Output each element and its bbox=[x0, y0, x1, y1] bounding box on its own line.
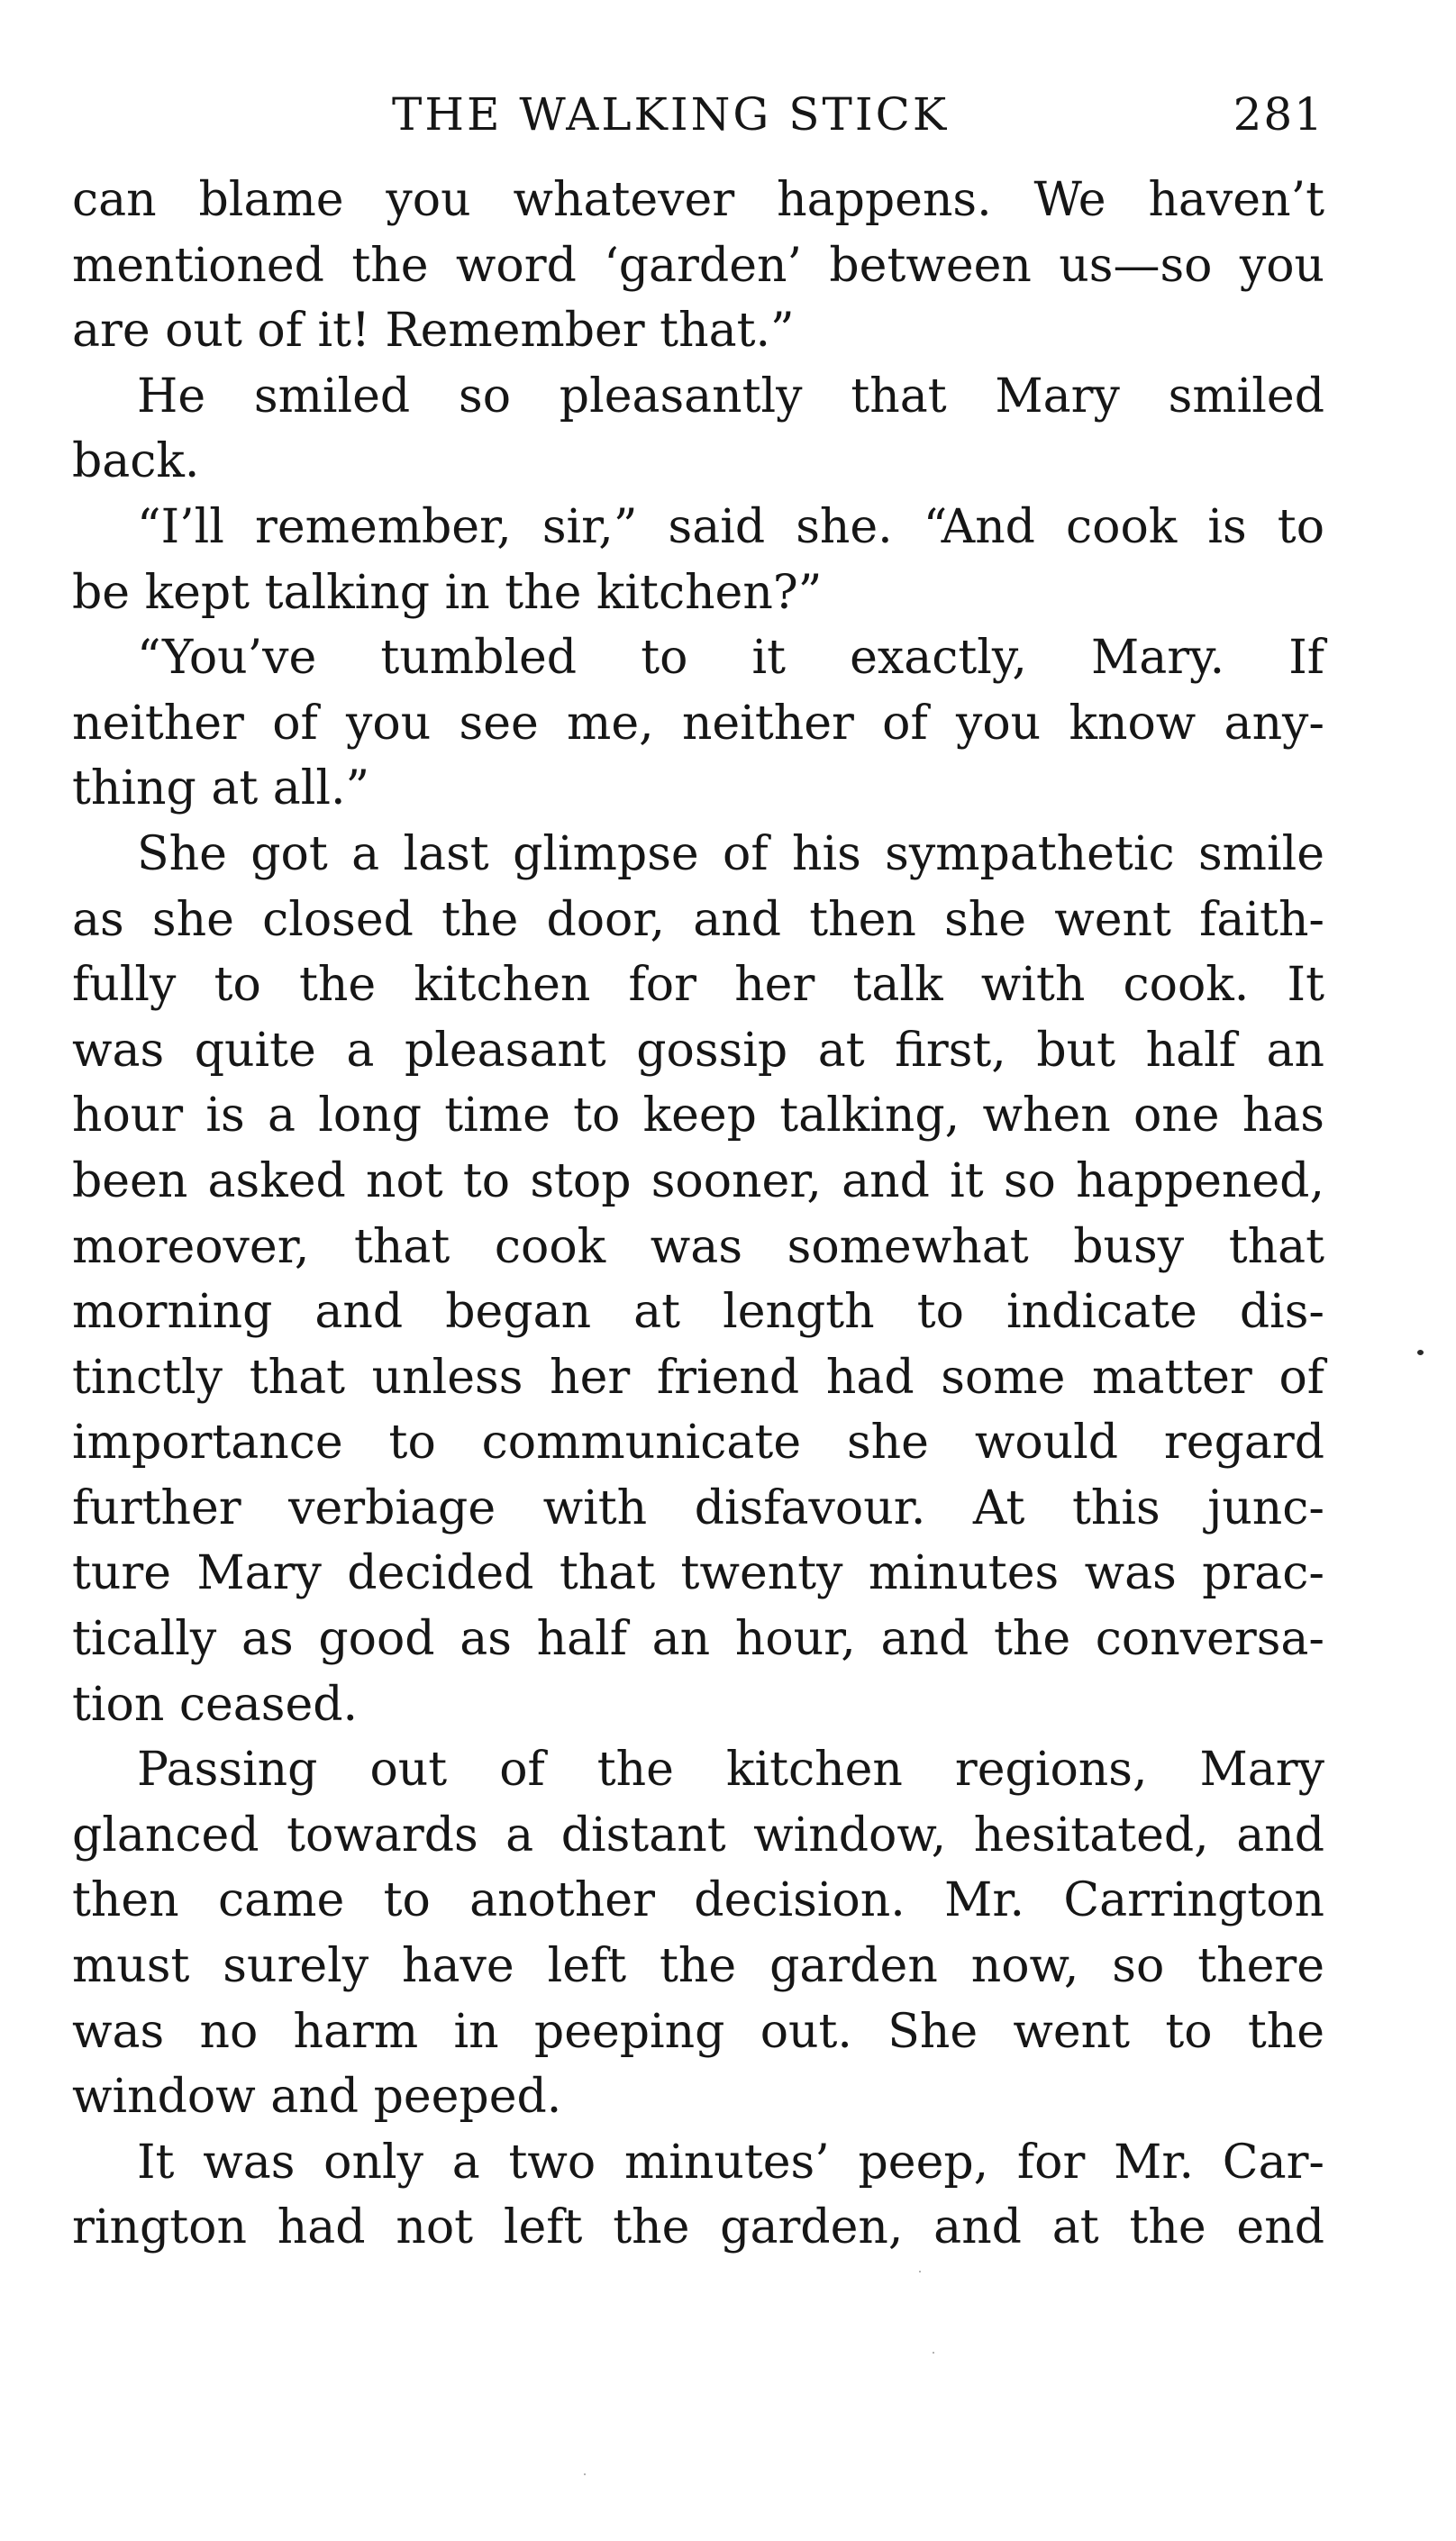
text-line: was no harm in peeping out. She went to the bbox=[72, 2004, 1324, 2059]
text-line: as she closed the door, and then she went faith- bbox=[72, 892, 1324, 947]
text-line: tion ceased. bbox=[72, 1677, 359, 1732]
text-line: He smiled so pleasantly that Mary smiled bbox=[137, 369, 1324, 424]
text-line: “I’ll remember, sir,” said she. “And cook is to bbox=[137, 499, 1324, 554]
text-line: ture Mary decided that twenty minutes was prac- bbox=[72, 1546, 1324, 1601]
text-line: It was only a two minutes’ peep, for Mr. Car- bbox=[137, 2135, 1324, 2190]
text-line: morning and began at length to indicate dis- bbox=[72, 1285, 1324, 1340]
text-line: hour is a long time to keep talking, when one has bbox=[72, 1088, 1324, 1143]
running-head: THE WALKING STICK bbox=[392, 88, 950, 141]
text-line: “You’ve tumbled to it exactly, Mary. If bbox=[137, 631, 1324, 686]
text-line: then came to another decision. Mr. Carrington bbox=[72, 1873, 1324, 1928]
text-line: neither of you see me, neither of you know any- bbox=[72, 696, 1324, 751]
text-line: fully to the kitchen for her talk with cook. It bbox=[72, 958, 1324, 1013]
page-header bbox=[72, 83, 1324, 146]
text-line: been asked not to stop sooner, and it so happened, bbox=[72, 1153, 1324, 1208]
text-line: tinctly that unless her friend had some matter of bbox=[72, 1350, 1324, 1405]
text-line: glanced towards a distant window, hesitated, and bbox=[72, 1808, 1324, 1862]
text-line: can blame you whatever happens. We haven’t bbox=[72, 173, 1324, 227]
text-line: importance to communicate she would regard bbox=[72, 1416, 1324, 1471]
text-line: mentioned the word ‘garden’ between us—so you bbox=[72, 238, 1324, 293]
paper-speck bbox=[584, 2473, 586, 2475]
paper-speck bbox=[919, 2271, 921, 2272]
text-line: must surely have left the garden now, so there bbox=[72, 1939, 1324, 1994]
text-line: tically as good as half an hour, and the conversa- bbox=[72, 1612, 1324, 1667]
text-line: window and peeped. bbox=[72, 2070, 562, 2125]
text-line: back. bbox=[72, 434, 200, 489]
margin-ink-mark bbox=[1417, 1350, 1424, 1355]
paper-speck bbox=[933, 2352, 934, 2354]
text-line: thing at all.” bbox=[72, 761, 370, 816]
page-number: 281 bbox=[1233, 88, 1324, 141]
text-line: was quite a pleasant gossip at first, but half an bbox=[72, 1023, 1324, 1078]
text-line: She got a last glimpse of his sympathetic smile bbox=[137, 826, 1324, 881]
body-text bbox=[72, 168, 1324, 2261]
text-line: moreover, that cook was somewhat busy that bbox=[72, 1219, 1324, 1274]
text-line: Passing out of the kitchen regions, Mary bbox=[137, 1743, 1324, 1798]
text-line: are out of it! Remember that.” bbox=[72, 304, 795, 359]
text-line: be kept talking in the kitchen?” bbox=[72, 565, 823, 620]
text-line: rington had not left the garden, and at the end bbox=[72, 2200, 1324, 2255]
text-line: further verbiage with disfavour. At this junc- bbox=[72, 1480, 1324, 1535]
